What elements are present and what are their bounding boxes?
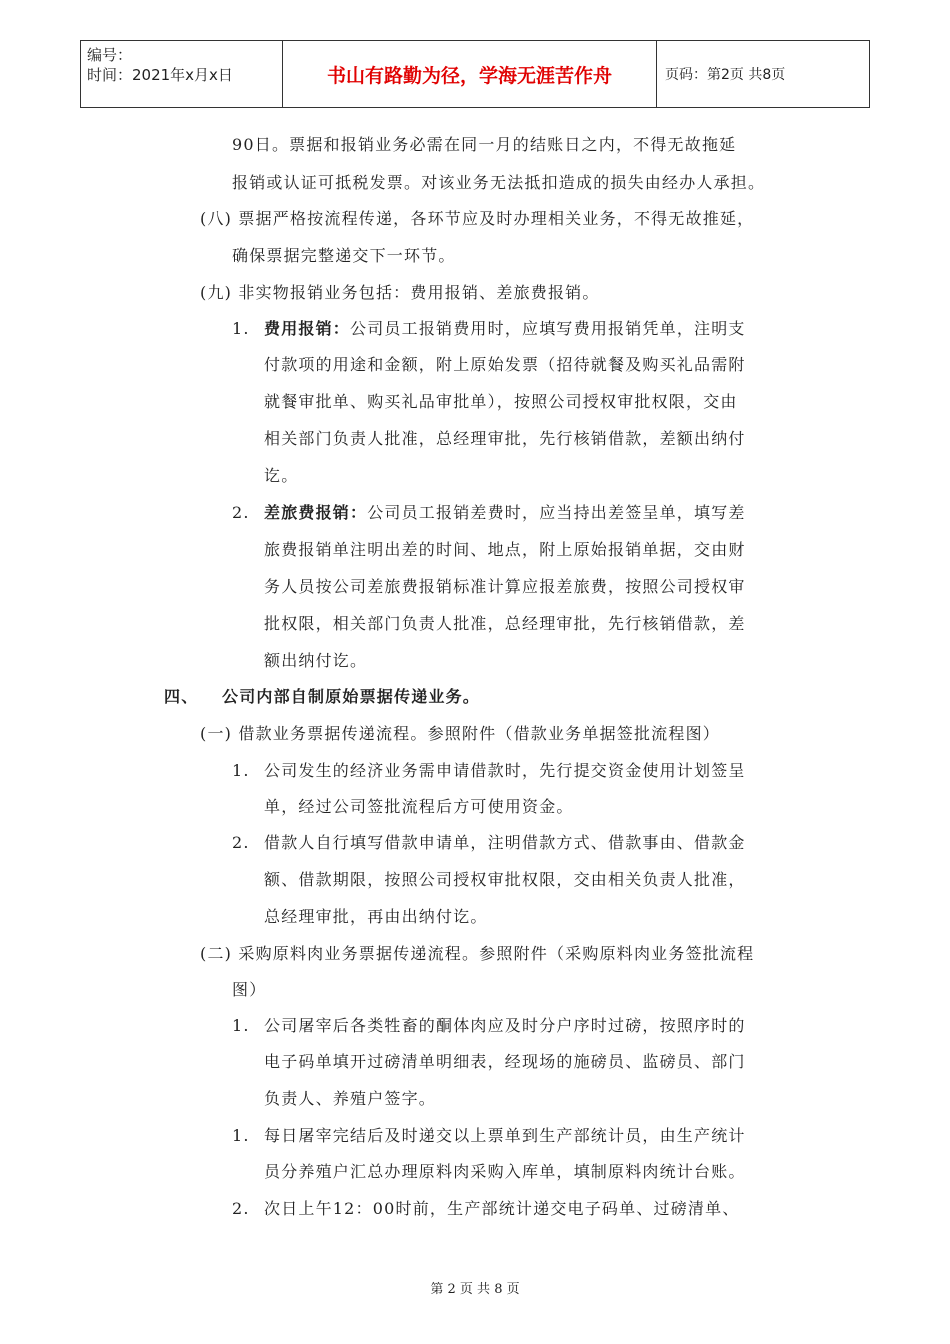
list-number: 1. bbox=[232, 319, 250, 338]
line-text: (一) 借款业务票据传递流程。参照附件（借款业务单据签批流程图） bbox=[200, 724, 720, 743]
line-text: 图） bbox=[232, 980, 267, 999]
page-code-cell bbox=[657, 41, 869, 107]
line-text: 负责人、养殖户签字。 bbox=[264, 1089, 437, 1108]
line-text: 相关部门负责人批准，总经理审批，先行核销借款，差额出纳付 bbox=[264, 429, 746, 448]
list-number: 2. bbox=[232, 833, 250, 852]
line-text: 每日屠宰完结后及时递交以上票单到生产部统计员，由生产统计 bbox=[264, 1126, 746, 1145]
line-text: 务人员按公司差旅费报销标准计算应报差旅费，按照公司授权审 bbox=[264, 577, 746, 596]
page-code-text: 页码：第2页 共8页 bbox=[665, 67, 786, 83]
body-line bbox=[264, 614, 746, 634]
line-text: 单，经过公司签批流程后方可使用资金。 bbox=[264, 797, 574, 816]
line-text: 讫。 bbox=[264, 466, 299, 485]
line-text: 90日。票据和报销业务必需在同一月的结账日之内，不得无故拖延 bbox=[232, 135, 737, 154]
header-meta-cell bbox=[81, 41, 283, 107]
list-number: 1. bbox=[232, 761, 250, 780]
line-text: 次日上午12：00时前，生产部统计递交电子码单、过磅清单、 bbox=[264, 1199, 740, 1218]
line-text: 员分养殖户汇总办理原料肉采购入库单，填制原料肉统计台账。 bbox=[264, 1162, 746, 1181]
list-item-line bbox=[232, 319, 746, 339]
body-line bbox=[200, 209, 754, 229]
list-number: 1. bbox=[232, 1016, 250, 1035]
line-text: 就餐审批单、购买礼品审批单），按照公司授权审批权限，交由 bbox=[264, 392, 738, 411]
motto-text: 书山有路勤为径，学海无涯苦作舟 bbox=[326, 64, 612, 87]
list-number: 1. bbox=[232, 1126, 250, 1145]
bold-term: 费用报销： bbox=[264, 319, 351, 338]
body-line bbox=[264, 429, 746, 449]
time-label: 时间：2021年x月x日 bbox=[87, 66, 233, 84]
line-text: 额出纳付讫。 bbox=[264, 651, 368, 670]
body-line bbox=[264, 355, 746, 375]
body-line bbox=[264, 540, 746, 560]
line-text: 电子码单填开过磅清单明细表，经现场的施磅员、监磅员、部门 bbox=[264, 1052, 746, 1071]
list-item-line bbox=[232, 1126, 746, 1146]
list-item-line bbox=[232, 503, 746, 523]
body-line bbox=[264, 907, 488, 927]
line-text: 公司员工报销费用时，应填写费用报销凭单，注明支 bbox=[350, 319, 746, 338]
page-footer: 第 2 页 共 8 页 bbox=[430, 1282, 520, 1297]
list-number: 2. bbox=[232, 1199, 250, 1218]
bold-term: 差旅费报销： bbox=[264, 503, 368, 522]
line-text: (九) 非实物报销业务包括：费用报销、差旅费报销。 bbox=[200, 283, 600, 302]
body-line bbox=[232, 135, 736, 155]
line-text: 总经理审批，再由出纳付讫。 bbox=[264, 907, 488, 926]
body-line bbox=[264, 392, 738, 412]
line-text: 公司员工报销差费时，应当持出差签呈单，填写差 bbox=[367, 503, 746, 522]
list-item-line bbox=[232, 1016, 746, 1036]
body-line bbox=[232, 980, 266, 1000]
line-text: 报销或认证可抵税发票。对该业务无法抵扣造成的损失由经办人承担。 bbox=[232, 173, 766, 192]
line-text: (二) 采购原料肉业务票据传递流程。参照附件（采购原料肉业务签批流程 bbox=[200, 944, 755, 963]
body-line bbox=[264, 1162, 746, 1182]
line-text: 公司内部自制原始票据传递业务。 bbox=[222, 687, 481, 706]
body-line bbox=[232, 246, 456, 266]
line-text: (八) 票据严格按流程传递，各环节应及时办理相关业务，不得无故推延， bbox=[200, 209, 755, 228]
body-line bbox=[264, 797, 574, 817]
list-item-line bbox=[232, 833, 746, 853]
body-line bbox=[264, 577, 746, 597]
line-text: 借款人自行填写借款申请单，注明借款方式、借款事由、借款金 bbox=[264, 833, 746, 852]
line-text: 批权限，相关部门负责人批准，总经理审批，先行核销借款，差 bbox=[264, 614, 746, 633]
line-text: 公司发生的经济业务需申请借款时，先行提交资金使用计划签呈 bbox=[264, 761, 746, 780]
body-line bbox=[200, 283, 600, 303]
body-line bbox=[264, 1089, 436, 1109]
line-text: 付款项的用途和金额，附上原始发票（招待就餐及购买礼品需附 bbox=[264, 355, 746, 374]
list-number: 2. bbox=[232, 503, 250, 522]
body-line bbox=[264, 651, 367, 671]
body-line bbox=[264, 870, 746, 890]
document-header-table bbox=[80, 40, 870, 108]
line-text: 确保票据完整递交下一环节。 bbox=[232, 246, 456, 265]
line-text: 公司屠宰后各类牲畜的酮体肉应及时分户序时过磅，按照序时的 bbox=[264, 1016, 746, 1035]
line-text: 额、借款期限，按照公司授权审批权限，交由相关负责人批准， bbox=[264, 870, 746, 889]
list-item-line bbox=[232, 1199, 740, 1219]
body-line bbox=[264, 466, 298, 486]
body-line bbox=[264, 1052, 746, 1072]
line-text: 旅费报销单注明出差的时间、地点，附上原始报销单据，交由财 bbox=[264, 540, 746, 559]
list-item-line bbox=[232, 761, 746, 781]
body-line bbox=[200, 724, 720, 744]
body-line bbox=[200, 944, 754, 964]
section-number: 四、 bbox=[164, 687, 199, 706]
body-line bbox=[232, 173, 765, 193]
motto-cell bbox=[283, 41, 657, 107]
section-heading bbox=[164, 687, 480, 707]
number-label: 编号： bbox=[87, 46, 133, 64]
